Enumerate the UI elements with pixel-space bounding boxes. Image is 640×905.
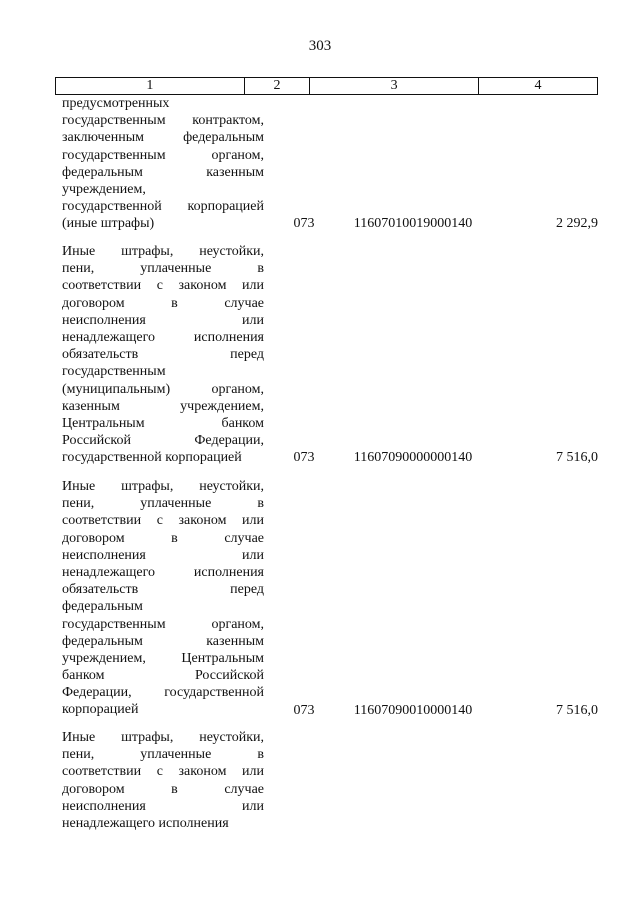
description-line: заключенным федеральным (62, 130, 264, 146)
row-code: 073 (293, 450, 315, 466)
description-line: ненадлежащего исполнения (62, 815, 229, 831)
description-line: ненадлежащего исполнения (62, 564, 264, 580)
header-col-2: 2 (244, 78, 310, 95)
description-line: пени, уплаченные в (62, 261, 264, 277)
description-line: (муниципальным) органом, (62, 381, 264, 397)
table-header (55, 77, 598, 95)
row-description (62, 478, 264, 719)
description-line: обязательств перед (62, 582, 264, 598)
page-number: 303 (308, 38, 332, 54)
row-kbk: 11607010019000140 (353, 216, 473, 232)
description-line: Иные штрафы, неустойки, (62, 479, 264, 494)
description-line: договором в случае (62, 781, 264, 797)
row-description (62, 729, 264, 832)
row-amount: 2 292,9 (556, 216, 598, 232)
description-line: соответствии с законом или (62, 764, 264, 780)
description-line: пени, уплаченные в (62, 496, 264, 512)
row-kbk: 11607090000000140 (353, 450, 473, 466)
description-line: учреждением, Центральным (62, 650, 264, 666)
row-description (62, 243, 264, 466)
description-line: Иные штрафы, неустойки, (62, 244, 264, 259)
description-line: федеральным казенным (62, 164, 264, 180)
description-line: договором в случае (62, 295, 264, 311)
description-line: федеральным (62, 599, 143, 615)
description-line: неисполнения или (62, 798, 264, 814)
row-code: 073 (293, 216, 315, 232)
description-line: учреждением, (62, 181, 146, 197)
description-line: Иные штрафы, неустойки, (62, 730, 264, 745)
description-line: Федерации, государственной (62, 685, 264, 701)
description-line: государственным органом, (62, 616, 264, 632)
header-col-4: 4 (478, 78, 597, 95)
description-line: государственным контрактом, (62, 113, 264, 129)
description-line: неисполнения или (62, 547, 264, 563)
description-line: казенным учреждением, (62, 398, 264, 414)
row-amount: 7 516,0 (556, 450, 598, 466)
description-line: неисполнения или (62, 312, 264, 328)
description-line: предусмотренных (62, 96, 170, 111)
description-line: банком Российской (62, 668, 264, 684)
row-amount: 7 516,0 (556, 702, 598, 718)
row-code: 073 (293, 702, 315, 718)
description-line: соответствии с законом или (62, 513, 264, 529)
header-col-1: 1 (56, 78, 245, 95)
description-line: государственной корпорацией (62, 199, 264, 215)
description-line: ненадлежащего исполнения (62, 329, 264, 345)
description-line: (иные штрафы) (62, 216, 155, 232)
row-description (62, 95, 264, 233)
header-col-3: 3 (310, 78, 479, 95)
description-line: соответствии с законом или (62, 278, 264, 294)
description-line: государственным органом, (62, 147, 264, 163)
description-line: корпорацией (62, 702, 139, 718)
description-line: Центральным банком (62, 415, 264, 431)
row-kbk: 11607090010000140 (353, 702, 473, 718)
description-line: обязательств перед (62, 347, 264, 363)
description-line: государственным (62, 364, 166, 380)
description-line: договором в случае (62, 530, 264, 546)
description-line: федеральным казенным (62, 633, 264, 649)
description-line: Российской Федерации, (62, 433, 264, 449)
description-line: пени, уплаченные в (62, 747, 264, 763)
description-line: государственной корпорацией (62, 450, 242, 466)
